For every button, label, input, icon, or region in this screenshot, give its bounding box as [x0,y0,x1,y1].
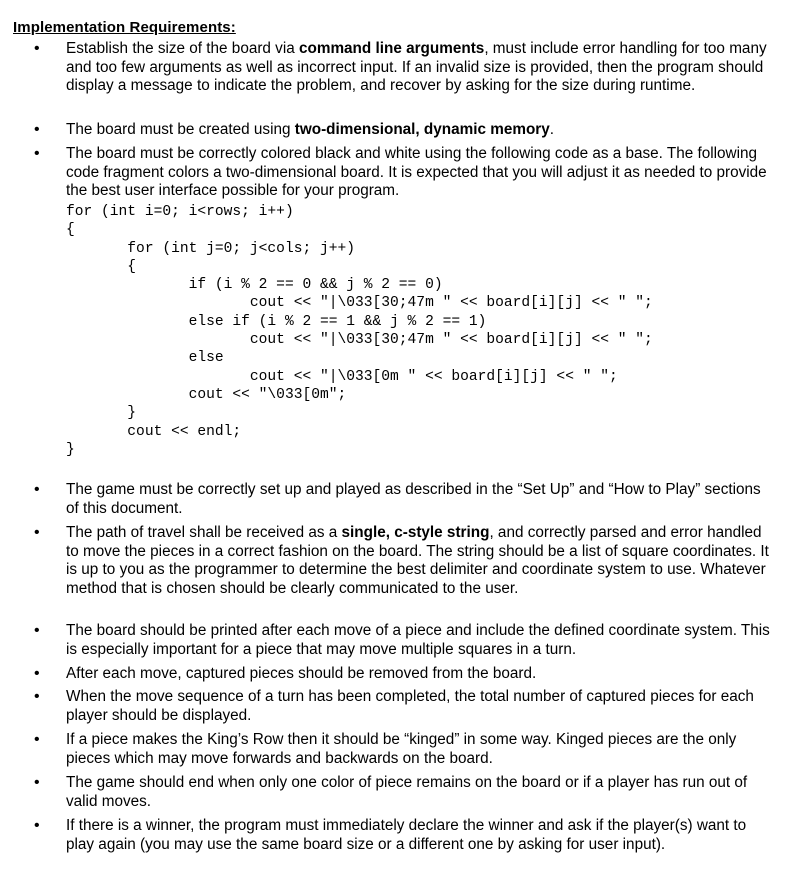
section-heading: Implementation Requirements: [13,19,236,36]
code-block: for (int i=0; i<rows; i++) { for (int j=0; j<cols; j++) { if (i % 2 == 0 && j % 2 == 0) cout << "|\033[30;47m " << board[i][j] << " "; else if (i % 2 == 1 && j % 2 == 1) cout << "|\033[30;47m " << board[i][j] << " "; else cout << "|\033[0m " << board[i][j] << " "; cout << "\033[0m"; } cout << endl; } [66,204,653,458]
requirement-item [34,774,776,811]
bullet-point: • [34,481,40,498]
requirement-text: The game should end when only one color of piece remains on the board or if a player has run out of valid moves. [66,774,748,810]
requirement-emphasis: two-dimensional, dynamic memory [294,121,550,138]
bullet-point: • [34,121,40,138]
bullet-point: • [34,774,40,791]
requirement-item [34,665,776,684]
requirement-text: After each move, captured pieces should be removed from the board. [66,665,537,682]
bullet-point: • [34,731,40,748]
bullet-point: • [34,817,40,834]
bullet-point: • [34,40,40,57]
requirement-text: The board must be correctly colored black and white using the following code as a base. The following code fragment colors a two-dimensional board. It is expected that you will adjust it as needed to provide the best user interface possible for your program. [66,145,767,200]
requirement-text: The board must be created using [66,121,295,138]
bullet-point: • [34,145,40,162]
requirement-text: If there is a winner, the program must immediately declare the winner and ask if the player(s) want to play again (you may use the same board size or a different one by asking for user input). [66,817,747,853]
requirement-item [34,121,776,140]
requirement-item [34,524,776,598]
bullet-point: • [34,524,40,541]
requirement-text: Establish the size of the board via [66,40,299,57]
requirement-item [34,622,776,659]
requirement-item [34,731,776,768]
requirement-item [34,688,776,725]
requirement-text: The path of travel shall be received as a [66,524,342,541]
requirement-item [34,481,776,518]
requirement-emphasis: command line arguments [299,40,485,57]
requirement-text: If a piece makes the King’s Row then it should be “kinged” in some way. Kinged pieces are the only pieces which may move forwards and backwards on the board. [66,731,737,767]
requirement-item [34,40,776,96]
bullet-point: • [34,688,40,705]
requirement-text: The game must be correctly set up and played as described in the “Set Up” and “How to Play” sections of this document. [66,481,761,517]
requirement-emphasis: single, c-style string [341,524,490,541]
bullet-point: • [34,665,40,682]
requirement-item [34,145,776,201]
bullet-point: • [34,622,40,639]
requirement-text: , must include error handling for too many and too few arguments as well as incorrect input. If an invalid size is provided, then the program should display a message to indicate the problem, and recover by asking for the size during runtime. [66,40,767,95]
requirement-text: When the move sequence of a turn has been completed, the total number of captured pieces for each player should be displayed. [66,688,754,724]
requirement-text: The board should be printed after each move of a piece and include the defined coordinate system. This is especially important for a piece that may move multiple squares in a turn. [66,622,770,658]
requirement-item [34,817,776,854]
requirement-text: . [549,121,555,138]
requirement-text: , and correctly parsed and error handled to move the pieces in a correct fashion on the board. The string should be a list of square coordinates. It is up to you as the programmer to determine the best delimiter and coordinate system to use. Whatever method that is chosen should be clearly communicated to the user. [66,524,769,597]
